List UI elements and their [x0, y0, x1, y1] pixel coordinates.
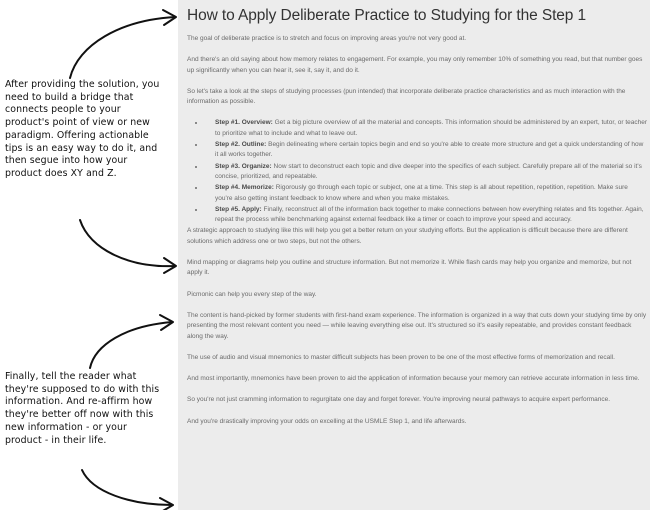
intro-paragraph: And there's an old saying about how memory relates to engagement. For example, you may only remember 10% of something you read, but that number goes up significantly when you can hear it, see it, say it, and do it. — [187, 56, 643, 74]
article-body — [187, 0, 647, 438]
body-paragraph: And you're drastically improving your odds on excelling at the USMLE Step 1, and life afterwards. — [187, 417, 467, 425]
body-paragraph: A strategic approach to studying like this will help you get a better return on your studying efforts. But the application is difficult because there are different solutions which address one or two steps, but not the others. — [187, 227, 628, 245]
step-text: Now start to deconstruct each topic and dive deeper into the specifics of each subject. Carefully prepare all of the material so it's concise, prioritized, and repeatable. — [215, 162, 642, 180]
step-label: Step #1. Overview: — [215, 119, 273, 127]
body-paragraph: Mind mapping or diagrams help you outline and structure information. But not memorize it. While flash cards may help you organize and memorize, but not apply it. — [187, 259, 632, 277]
step-text: Get a big picture overview of all the material and concepts. This information should be administered by an expert, tutor, or teacher to prioritize what to include and what to leave out. — [215, 119, 648, 137]
step-item — [205, 162, 647, 183]
arrow-to-picmonic — [90, 322, 172, 368]
steps-list — [187, 118, 647, 225]
body-paragraph: The use of audio and visual mnemonics to master difficult subjects has been proven to be one of the most effective forms of memorization and recall. — [187, 353, 615, 361]
step-text: Begin delineating where certain topics begin and end so you're able to create more structure and get a quick understanding of how it all works together. — [215, 141, 644, 159]
body-paragraph: Picmonic can help you every step of the way. — [187, 290, 317, 298]
intro-paragraph: So let's take a look at the steps of studying processes (pun intended) that incorporate deliberate practice characteristics and as much interaction with the information as possible. — [187, 87, 626, 106]
step-label: Step #5. Apply: — [215, 205, 262, 213]
intro-paragraph: The goal of deliberate practice is to stretch and focus on improving areas you're not very good at. — [187, 35, 467, 42]
steps-list-wrapper — [187, 118, 647, 225]
body-paragraph: So you're not just cramming information to regurgitate one day and forget forever. You're improving neural pathways to acquire expert performance. — [187, 396, 611, 404]
step-label: Step #3. Organize: — [215, 162, 272, 170]
arrow-to-ending — [82, 470, 172, 505]
annotation-note-bridge: After providing the solution, you need to build a bridge that connects people to your product's point of view or new paradigm. Offering actionable tips is an easy way to do it, and then segue into how your product does XY and Z. — [5, 79, 160, 179]
step-label: Step #4. Memorize: — [215, 184, 274, 192]
step-item — [205, 140, 647, 161]
step-item — [205, 183, 647, 204]
step-text: Rigorously go through each topic or subject, one at a time. This step is all about repetition, repetition, repetition. Make sure you're also getting instant feedback to know where and when you make mistakes. — [215, 184, 628, 202]
step-item — [205, 205, 647, 226]
article-title: How to Apply Deliberate Practice to Studying for the Step 1 — [187, 7, 587, 24]
body-paragraph: And most importantly, mnemonics have been proven to aid the application of information because your memory can retrieve accurate information in less time. — [187, 375, 640, 383]
step-text: Finally, reconstruct all of the information back together to make connections between how everything relates and fits together. Again, repeat the process while benchmarking against external feedback like a timer or coach to improve your speed and accuracy. — [215, 205, 644, 224]
article-screenshot — [178, 0, 650, 510]
annotation-column — [0, 0, 178, 510]
arrow-to-steps — [80, 220, 175, 266]
step-item — [205, 118, 647, 139]
body-paragraph: The content is hand-picked by former students with first-hand exam experience. The information is organized in a way that cuts down your studying time by only presenting the most relevant content you need — while leaving everything else out. It's structured so it's easily repeatable, and provides constant feedback along the way. — [187, 311, 647, 340]
arrow-to-title — [70, 17, 175, 78]
step-label: Step #2. Outline: — [215, 141, 267, 149]
annotation-note-call-to-action: Finally, tell the reader what they're supposed to do with this information. And re-affirm how they're better off now with this new information - or your product - in their life. — [5, 371, 160, 446]
